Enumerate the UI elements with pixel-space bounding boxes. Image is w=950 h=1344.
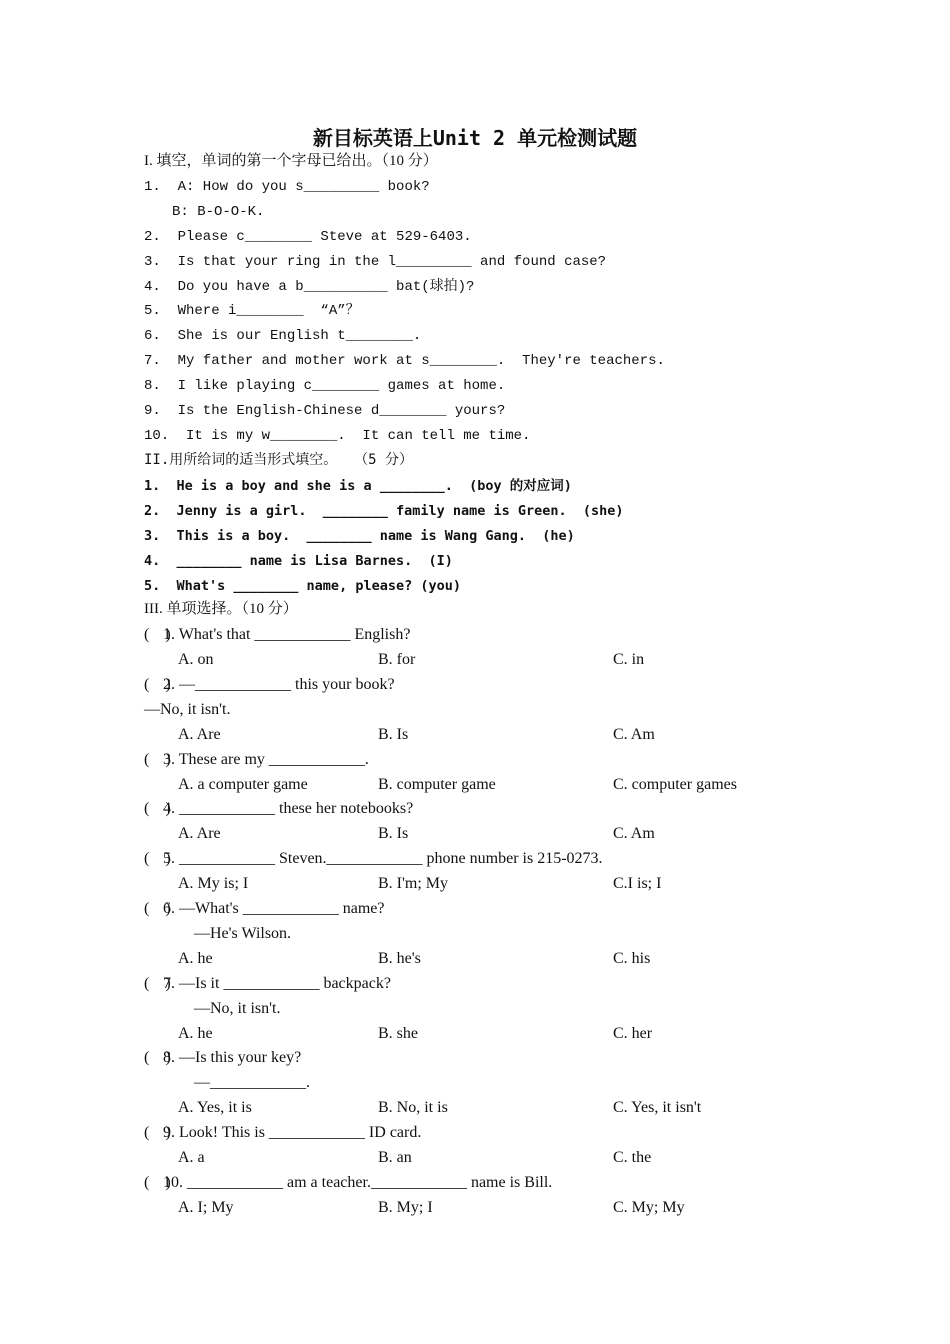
q5-option-a: A. My is; I (178, 875, 249, 892)
q4-stem: 4. ____________ these her notebooks? (163, 800, 414, 817)
q9-option-c: C. the (613, 1149, 652, 1166)
q8-response: —____________. (194, 1074, 310, 1091)
s1-line-7: 7. My father and mother work at s________. They're teachers. (144, 353, 665, 369)
q9-option-a: A. a (178, 1149, 205, 1166)
q3-stem: 3. These are my ____________. (163, 751, 369, 768)
q5-option-b: B. I'm; My (378, 875, 448, 892)
s1-line-6: 6. She is our English t________. (144, 328, 422, 344)
q3-option-b: B. computer game (378, 776, 496, 793)
s2-line-4: 4. ________ name is Lisa Barnes. (I) (144, 553, 453, 569)
q4-option-c: C. Am (613, 825, 655, 842)
s2-line-1: 1. He is a boy and she is a ________. (boy 的对应词) (144, 478, 572, 494)
section-1-heading: I. 填空，单词的第一个字母已给出。（10 分） (144, 153, 438, 169)
q9-option-b: B. an (378, 1149, 412, 1166)
answer-paren: ( ) (144, 975, 171, 992)
q1-option-b: B. for (378, 651, 416, 668)
q2-response: —No, it isn't. (144, 701, 231, 718)
q10-option-b: B. My; I (378, 1199, 433, 1216)
s1-line-9: 9. Is the English-Chinese d________ yours? (144, 403, 506, 419)
q10-option-a: A. I; My (178, 1199, 234, 1216)
q6-option-b: B. he's (378, 950, 421, 967)
s1-line-10: 10. It is my w________. It can tell me time. (144, 428, 531, 444)
q6-option-c: C. his (613, 950, 651, 967)
q2-stem: 2. —____________ this your book? (163, 676, 395, 693)
answer-paren: ( ) (144, 676, 171, 693)
answer-paren: ( ) (144, 800, 171, 817)
q4-option-a: A. Are (178, 825, 221, 842)
q5-stem: 5. ____________ Steven.____________ phone number is 215-0273. (163, 850, 603, 867)
q5-option-c: C.I is; I (613, 875, 662, 892)
q9-stem: 9. Look! This is ____________ ID card. (163, 1124, 422, 1141)
section-2-heading: II.用所给词的适当形式填空。 （5 分） (144, 452, 414, 468)
s1-line-4: 4. Do you have a b__________ bat(球拍)? (144, 279, 475, 295)
q8-option-c: C. Yes, it isn't (613, 1099, 702, 1116)
s2-line-2: 2. Jenny is a girl. ________ family name is Green. (she) (144, 503, 624, 519)
section-3-heading: III. 单项选择。（10 分） (144, 601, 298, 617)
answer-paren: ( ) (144, 1124, 171, 1141)
q10-option-c: C. My; My (613, 1199, 685, 1216)
q1-stem: 1. What's that ____________ English? (163, 626, 411, 643)
q1-option-a: A. on (178, 651, 214, 668)
q8-option-a: A. Yes, it is (178, 1099, 252, 1116)
s2-line-5: 5. What's ________ name, please? (you) (144, 578, 461, 594)
answer-paren: ( ) (144, 1174, 171, 1191)
s1-line-2: 2. Please c________ Steve at 529-6403. (144, 229, 472, 245)
s1-line-1: 1. A: How do you s_________ book? (144, 179, 430, 195)
s1-line-8: 8. I like playing c________ games at home. (144, 378, 506, 394)
q7-option-c: C. her (613, 1025, 653, 1042)
s2-line-3: 3. This is a boy. ________ name is Wang Gang. (he) (144, 528, 575, 544)
answer-paren: ( ) (144, 850, 171, 867)
q2-option-c: C. Am (613, 726, 655, 743)
answer-paren: ( ) (144, 626, 171, 643)
q6-stem: 6. —What's ____________ name? (163, 900, 385, 917)
q8-stem: 8. —Is this your key? (163, 1049, 302, 1066)
q2-option-b: B. Is (378, 726, 409, 743)
s1-line-3: 3. Is that your ring in the l_________ and found case? (144, 254, 607, 270)
q2-option-a: A. Are (178, 726, 221, 743)
answer-paren: ( ) (144, 900, 171, 917)
q8-option-b: B. No, it is (378, 1099, 448, 1116)
q1-option-c: C. in (613, 651, 645, 668)
s1-line-5: 5. Where i________ “A”？ (144, 303, 360, 319)
page-title: 新目标英语上Unit 2 单元检测试题 (312, 126, 638, 150)
q10-stem: 10. ____________ am a teacher.____________ name is Bill. (163, 1174, 553, 1191)
q7-response: —No, it isn't. (194, 1000, 281, 1017)
s1-line-1b: B: B-O-O-K. (172, 204, 265, 220)
q4-option-b: B. Is (378, 825, 409, 842)
q6-option-a: A. he (178, 950, 213, 967)
q6-response: —He's Wilson. (194, 925, 292, 942)
q3-option-a: A. a computer game (178, 776, 308, 793)
answer-paren: ( ) (144, 751, 171, 768)
answer-paren: ( ) (144, 1049, 171, 1066)
q7-option-a: A. he (178, 1025, 213, 1042)
q7-option-b: B. she (378, 1025, 418, 1042)
q3-option-c: C. computer games (613, 776, 737, 793)
q7-stem: 7. —Is it ____________ backpack? (163, 975, 391, 992)
